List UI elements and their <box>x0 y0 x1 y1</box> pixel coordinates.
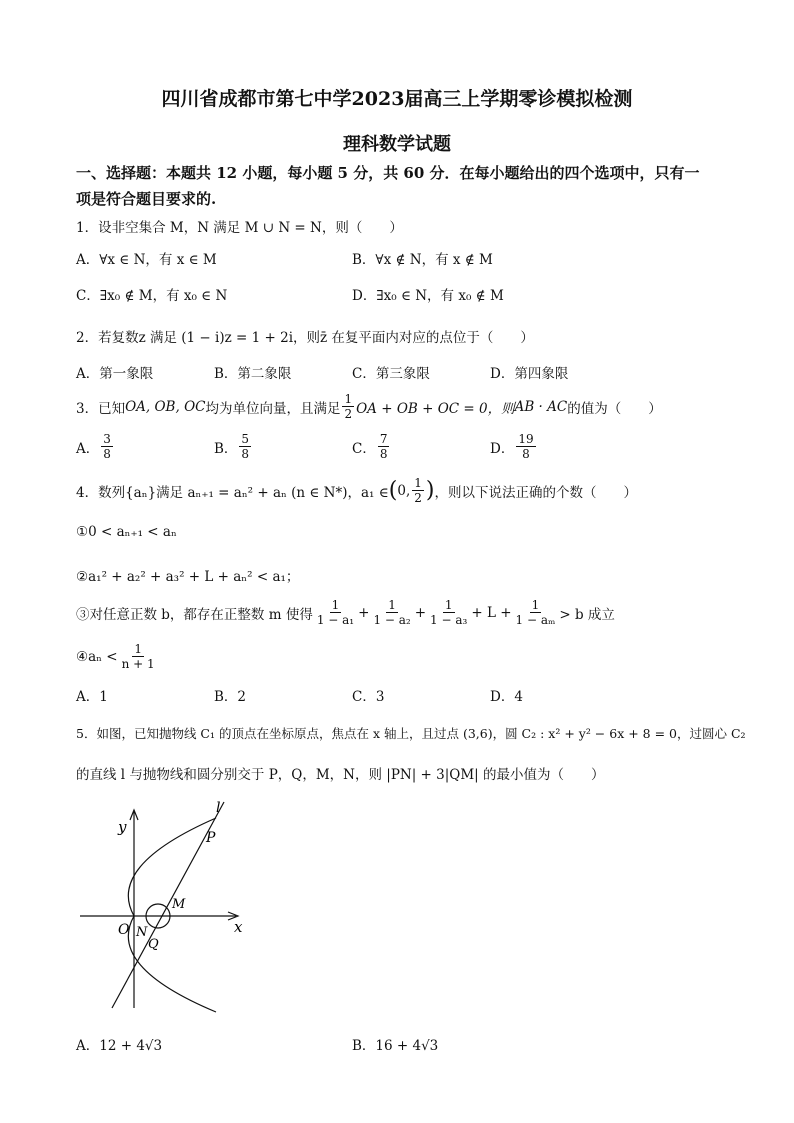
q4-interval-left: 0, <box>397 482 411 499</box>
q4-stem <box>76 476 637 505</box>
q3-stem-b: 均为单位向量，且满足 <box>205 400 341 417</box>
q3-b-num: 5 <box>241 432 250 446</box>
q4-option-b: B．2 <box>214 689 247 705</box>
label-p: P <box>206 830 216 846</box>
q5-stem-line1: 5．如图，已知抛物线 C₁ 的顶点在坐标原点，焦点在 x 轴上，且过点 (3,6)，圆 C₂ : x² + y² − 6x + 8 = 0，过圆心 C₂ <box>76 726 746 741</box>
q1-option-d: D．∃x₀ ∈ N，有 x₀ ∉ M <box>352 288 504 304</box>
q1-stem: 1．设非空集合 M，N 满足 M ∪ N = N，则（ ） <box>76 220 403 236</box>
q4-s3-plus-1: + <box>358 604 370 621</box>
q4-s3-plus-2: + <box>414 604 427 621</box>
parabola-circle-figure <box>76 798 256 1018</box>
q3-d-den: 8 <box>522 447 530 461</box>
label-m: M <box>172 897 186 912</box>
q4-statement-1: ①0 < aₙ₊₁ < aₙ <box>76 524 177 540</box>
q1-option-c: C．∃x₀ ∉ M，有 x₀ ∈ N <box>76 288 228 304</box>
q4-s3-num-1: 1 <box>331 598 340 612</box>
q4-statement-4 <box>76 642 159 671</box>
q2-stem-c: z̄ 在复平面内对应的点位于（ ） <box>320 330 534 346</box>
q3-c-num: 7 <box>379 432 388 446</box>
q4-s3-den-1: 1 − a₁ <box>316 613 355 627</box>
label-n: N <box>136 925 148 940</box>
q4-s3-b: > b 成立 <box>559 606 615 623</box>
q3-stem-c: 的值为（ ） <box>567 400 662 417</box>
q4-s3-frac-2 <box>371 598 412 627</box>
q4-s3-plus-l: + L + <box>471 604 512 621</box>
q3-half-num: 1 <box>344 392 353 406</box>
q2-stem <box>76 326 534 346</box>
q3-option-c-label: C． <box>352 440 376 457</box>
q3-option-d-label: D． <box>490 440 515 457</box>
q2-stem-b: z 满足 (1 − i)z = 1 + 2i，则 <box>138 330 321 346</box>
q4-s4-num: 1 <box>134 642 142 656</box>
q3-c-den: 8 <box>379 447 388 461</box>
q3-option-a-label: A． <box>76 440 100 457</box>
q3-option-d-frac <box>516 432 535 461</box>
q4-statement-2: ②a₁² + a₂² + a₃² + L + aₙ² < a₁； <box>76 569 300 585</box>
q3-vectors: OA, OB, OC <box>125 398 206 415</box>
label-o: O <box>118 922 130 938</box>
q4-s4-den: n + 1 <box>121 657 155 671</box>
exam-subtitle: 理科数学试题 <box>343 134 451 155</box>
q4-interval-frac <box>412 476 424 505</box>
q1-option-b: B．∀x ∉ N，有 x ∉ M <box>352 252 493 268</box>
section-heading-line2: 项是符合题目要求的. <box>76 190 217 208</box>
q3-half-den: 2 <box>344 407 353 421</box>
q4-s3-frac-m <box>514 598 558 627</box>
q3-stem <box>76 392 662 421</box>
q3-option-c-frac <box>378 432 390 461</box>
q3-dot-product: AB · AC <box>514 398 568 415</box>
q3-option-d <box>490 432 538 461</box>
q4-interval-open: ( <box>388 478 398 503</box>
q4-s3-den-2: 1 − a₂ <box>373 613 411 627</box>
q4-s3-den-m: 1 − aₘ <box>515 613 556 627</box>
q1-option-a: A．∀x ∈ N，有 x ∈ M <box>76 252 217 268</box>
q3-d-num: 19 <box>518 432 534 446</box>
q4-option-a: A．1 <box>76 689 108 705</box>
q3-a-den: 8 <box>103 447 111 461</box>
q2-option-c: C．第三象限 <box>352 366 430 382</box>
q4-s3-den-3: 1 − a₃ <box>430 613 468 627</box>
q4-int-den: 2 <box>414 491 422 505</box>
q5-stem-line2: 的直线 l 与抛物线和圆分别交于 P，Q，M，N，则 |PN| + 3|QM| 的最小值为（ ） <box>76 767 605 783</box>
label-x: x <box>234 918 243 936</box>
label-y: y <box>118 818 127 836</box>
q4-s3-frac-1 <box>315 598 356 627</box>
q3-option-a <box>76 432 115 461</box>
q4-s3-num-3: 1 <box>444 598 453 612</box>
q4-s3-num-2: 1 <box>388 598 396 612</box>
q2-option-b: B．第二象限 <box>214 366 292 382</box>
parabola-curve <box>128 818 216 1012</box>
q4-s4-a: ④aₙ < <box>76 648 118 665</box>
q4-s3-a: ③对任意正数 b，都存在正整数 m 使得 <box>76 606 313 623</box>
q4-s3-frac-3 <box>428 598 469 627</box>
q2-option-a: A．第一象限 <box>76 366 154 382</box>
q4-stem-b: ，则以下说法正确的个数（ ） <box>434 484 637 501</box>
q3-expression: OA + OB + OC = 0，则 <box>356 400 515 417</box>
label-q: Q <box>148 937 159 952</box>
q4-stem-a: 4．数列{aₙ}满足 aₙ₊₁ = aₙ² + aₙ (n ∈ N*)，a₁ ∈ <box>76 484 389 501</box>
q5-option-a: A．12 + 4√3 <box>76 1038 163 1054</box>
q4-option-d: D．4 <box>490 689 523 705</box>
q3-option-b-label: B． <box>214 440 238 457</box>
q3-option-c <box>352 432 391 461</box>
q3-stem-a: 3．已知 <box>76 400 126 417</box>
q3-a-num: 3 <box>103 432 111 446</box>
exam-title: 四川省成都市第七中学2023届高三上学期零诊模拟检测 <box>161 88 633 110</box>
q4-option-c: C．3 <box>352 689 385 705</box>
q3-half-fraction <box>342 392 354 421</box>
q3-option-a-frac <box>101 432 113 461</box>
q4-interval-close: ) <box>425 478 435 503</box>
q2-option-d: D．第四象限 <box>490 366 569 382</box>
q5-option-b: B．16 + 4√3 <box>352 1038 439 1054</box>
q4-s4-frac <box>120 642 157 671</box>
section-heading-line1: 一、选择题：本题共 12 小题，每小题 5 分，共 60 分．在每小题给出的四个选项中，只有一 <box>76 164 700 182</box>
q4-s3-num-m: 1 <box>531 598 540 612</box>
q2-stem-a: 2．若复数 <box>76 330 139 346</box>
q4-statement-3 <box>76 598 615 627</box>
q3-b-den: 8 <box>241 447 250 461</box>
q4-int-num: 1 <box>414 476 422 490</box>
q3-option-b <box>214 432 253 461</box>
q3-option-b-frac <box>239 432 251 461</box>
label-l: l <box>216 800 221 816</box>
